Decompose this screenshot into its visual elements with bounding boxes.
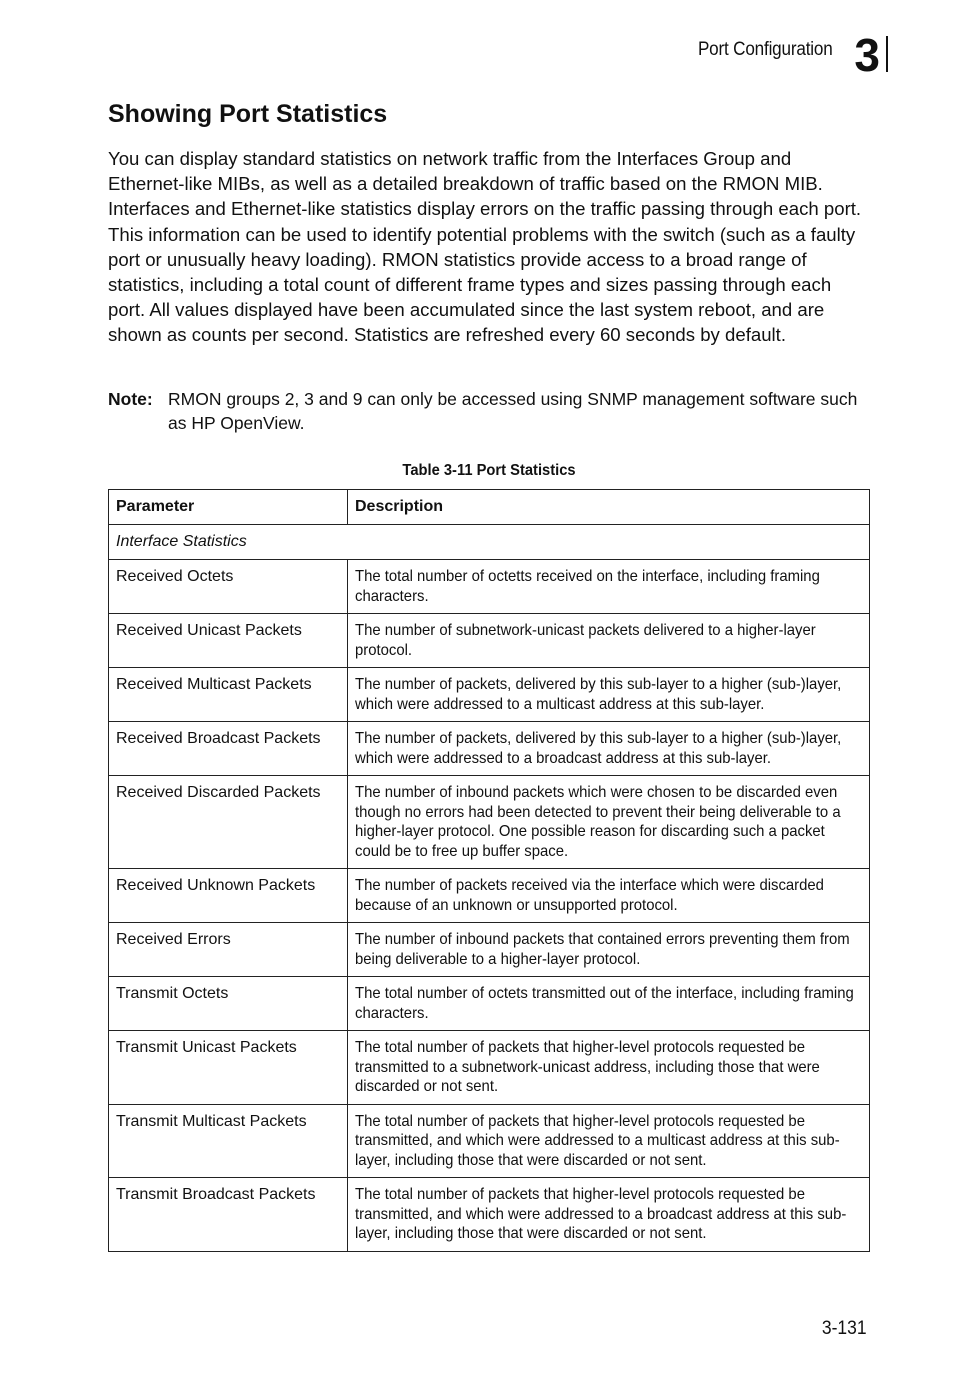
description-text: The number of subnetwork-unicast packets delivered to a higher-layer protocol. <box>355 622 816 659</box>
description-text: The total number of packets that higher-level protocols requested be transmitted, and which were addressed to a broadcast address at this sub-layer, including those that were discarded or not sent. <box>355 1186 847 1242</box>
description-cell <box>348 1031 870 1105</box>
section-row <box>109 525 870 560</box>
table-row <box>109 1104 870 1178</box>
parameter-cell: Received Errors <box>109 923 348 977</box>
header-parameter: Parameter <box>109 490 348 525</box>
table-row <box>109 977 870 1031</box>
description-text: The number of inbound packets which were chosen to be discarded even though no errors had been detected to prevent their being deliverable to a higher-layer protocol. One possible reason for discarding such a packet could be to free up buffer space. <box>355 784 841 860</box>
parameter-cell: Received Octets <box>109 560 348 614</box>
table-row <box>109 668 870 722</box>
note-block <box>108 387 868 435</box>
table-row <box>109 722 870 776</box>
chapter-number: 3 <box>854 36 888 72</box>
header-description: Description <box>348 490 870 525</box>
table-row <box>109 614 870 668</box>
table-row <box>109 560 870 614</box>
description-cell <box>348 668 870 722</box>
parameter-cell: Transmit Unicast Packets <box>109 1031 348 1105</box>
intro-paragraph: You can display standard statistics on network traffic from the Interfaces Group and Ethernet-like MIBs, as well as a detailed breakdown of traffic based on the RMON MIB. Interfaces and Ethernet-like statistics display errors on the traffic passing through each port. This information can be used to identify potential problems with the switch (such as a faulty port or unusually heavy loading). RMON statistics provide access to a broad range of statistics, including a total count of different frame types and sizes passing through each port. All values displayed have been accumulated since the last system reboot, and are shown as counts per second. Statistics are refreshed every 60 seconds by default. <box>108 148 862 346</box>
parameter-cell: Transmit Octets <box>109 977 348 1031</box>
description-text: The number of packets received via the interface which were discarded because of an unknown or unsupported protocol. <box>355 877 824 914</box>
description-cell <box>348 869 870 923</box>
note-text: RMON groups 2, 3 and 9 can only be accessed using SNMP management software such as HP OpenView. <box>168 389 858 433</box>
parameter-cell: Received Broadcast Packets <box>109 722 348 776</box>
description-text: The total number of octets transmitted out of the interface, including framing characters. <box>355 985 854 1022</box>
description-text: The total number of packets that higher-level protocols requested be transmitted, and which were addressed to a multicast address at this sub-layer, including those that were discarded or not sent. <box>355 1112 840 1169</box>
description-cell <box>348 923 870 977</box>
parameter-cell: Received Discarded Packets <box>109 776 348 869</box>
description-text: The total number of octetts received on the interface, including framing characters. <box>355 568 820 605</box>
table-row <box>109 1178 870 1252</box>
section-title: Showing Port Statistics <box>108 100 388 128</box>
description-cell <box>348 560 870 614</box>
table-row <box>109 1031 870 1105</box>
description-text: The number of packets, delivered by this sub-layer to a higher (sub-)layer, which were addressed to a broadcast address at this sub-layer. <box>355 730 842 767</box>
note-label: Note: <box>108 389 153 409</box>
description-cell <box>348 977 870 1031</box>
parameter-cell: Received Unicast Packets <box>109 614 348 668</box>
description-cell <box>348 614 870 668</box>
description-cell <box>348 1178 870 1252</box>
table-row <box>109 869 870 923</box>
table-caption: Table 3-11 Port Statistics <box>402 462 576 479</box>
description-text: The number of packets, delivered by this sub-layer to a higher (sub-)layer, which were addressed to a multicast address at this sub-layer. <box>355 676 842 713</box>
parameter-cell: Received Unknown Packets <box>109 869 348 923</box>
description-cell <box>348 776 870 869</box>
section-label: Interface Statistics <box>109 525 870 560</box>
table-header-row <box>109 490 870 525</box>
table-row <box>109 923 870 977</box>
page-header <box>683 29 888 81</box>
description-text: The number of inbound packets that contained errors preventing them from being deliverable to a higher-layer protocol. <box>355 931 850 968</box>
description-cell <box>348 722 870 776</box>
description-cell <box>348 1104 870 1178</box>
port-statistics-table <box>108 489 870 1252</box>
table-row <box>109 776 870 869</box>
parameter-cell: Received Multicast Packets <box>109 668 348 722</box>
page-number: 3-131 <box>822 1318 867 1339</box>
running-header-title: Port Configuration <box>697 39 833 60</box>
description-text: The total number of packets that higher-level protocols requested be transmitted to a subnetwork-unicast address, including those that were discarded or not sent. <box>355 1039 820 1095</box>
parameter-cell: Transmit Broadcast Packets <box>109 1178 348 1252</box>
parameter-cell: Transmit Multicast Packets <box>109 1104 348 1178</box>
